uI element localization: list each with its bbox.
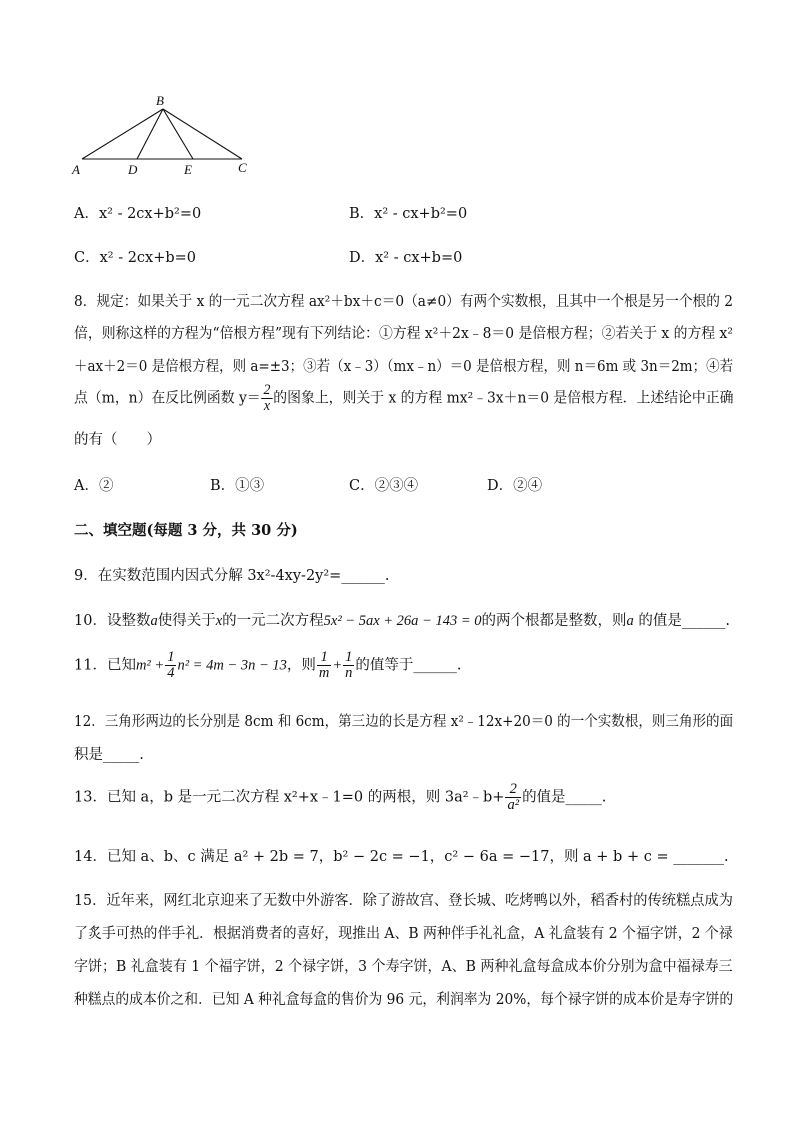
q12-line-2: 积是_____. xyxy=(74,747,144,763)
side-ab xyxy=(82,109,163,159)
q13-fraction: $\frac{2}{\text{a²}}$ xyxy=(507,781,520,814)
q9: 9．在实数范围内因式分解 3x²-4xy-2y²=______. xyxy=(74,568,390,584)
q7-option-b: B．x² - cx+b²=0 xyxy=(349,206,468,222)
q8-line-1: 8．规定：如果关于 x 的一元二次方程 ax²＋bx＋c＝0（a≠0）有两个实数根，且其中一个根是另一个根的 2 xyxy=(74,294,734,310)
q15-line-2: 了炙手可热的伴手礼．根据消费者的喜好，现推出 A、B 两种伴手礼礼盒，A 礼盒装有 2 个福字饼，2 个禄 xyxy=(74,926,733,942)
q15-line-1: 15．近年来，网红北京迎来了无数中外游客．除了游故宫、登长城、吃烤鸭以外，稻香村的传统糕点成为 xyxy=(74,893,733,909)
label-c: C xyxy=(238,160,247,175)
q8-line-5: 的有（ ） xyxy=(74,432,161,448)
q11-fraction-quarter: $\frac{1}{4}$ xyxy=(167,649,175,682)
segment-be xyxy=(163,109,193,159)
q8-line-2: 倍，则称这样的方程为“倍根方程”现有下列结论：①方程 x²＋2x﹣8＝0 是倍根方程；②若关于 x 的方程 x² xyxy=(74,326,733,342)
q15-line-4: 种糕点的成本价之和．已知 A 种礼盒每盒的售价为 96 元，利润率为 20%，每个禄字饼的成本价是寿字饼的 xyxy=(74,992,734,1008)
q8-line-3: ＋ax＋2＝0 是倍根方程，则 a=±3；③若（x﹣3）（mx﹣n）＝0 是倍根方程，则 n＝6m 或 3n＝2m；④若 xyxy=(74,359,734,375)
q8-fraction: $\frac{2}{x}$ xyxy=(263,382,271,415)
q12-line-1: 12．三角形两边的长分别是 8cm 和 6cm，第三边的长是方程 x²﹣12x+20＝0 的一个实数根，则三角形的面 xyxy=(74,714,734,730)
q8-option-c: C．②③④ xyxy=(349,478,419,494)
section-2-title: 二、填空题(每题 3 分，共 30 分) xyxy=(74,522,298,539)
label-e: E xyxy=(184,162,192,177)
q8-option-b: B．①③ xyxy=(210,478,265,494)
q8-line-4-pre: 点（m，n）在反比例函数 y＝ xyxy=(74,390,261,407)
q8-option-a: A．② xyxy=(74,478,114,494)
triangle-figure xyxy=(60,88,270,183)
label-b: B xyxy=(156,93,164,108)
q8-line-4-post: 的图象上，则关于 x 的方程 mx²﹣3x＋n＝0 是倍根方程．上述结论中正确 xyxy=(273,390,734,407)
q8-option-d: D．②④ xyxy=(487,478,543,494)
q14: 14．已知 a、b、c 满足 a² + 2b = 7，b² − 2c = −1，c² − 6a = −17，则 a + b + c = _______. xyxy=(74,849,729,865)
q7-option-c: C．x² - 2cx+b=0 xyxy=(74,250,197,266)
q10: 10．设整数a使得关于x的一元二次方程5x² − 5ax + 26a − 143 = 0的两个根都是整数，则a 的值是______. xyxy=(74,613,730,629)
q11: 11．已知m² + $\frac{1}{4}$ n² = 4m − 3n − 13，则 $\frac{1}{m}$ + $\frac{1}{n}$ 的值等于______. xyxy=(74,649,462,682)
side-bc xyxy=(163,109,242,159)
q11-fraction-1-over-n: $\frac{1}{n}$ xyxy=(345,649,353,682)
q7-option-d: D．x² - cx+b=0 xyxy=(349,250,463,266)
q7-option-a: A．x² - 2cx+b²=0 xyxy=(74,206,202,222)
q13: 13．已知 a，b 是一元二次方程 x²+x﹣1=0 的两根，则 3a²﹣b+ $\frac{2}{\text{a²}}$ 的值是_____. xyxy=(74,781,607,814)
label-d: D xyxy=(128,162,138,177)
q8-line-4 xyxy=(74,383,733,414)
q15-line-3: 字饼；B 礼盒装有 1 个福字饼，2 个禄字饼，3 个寿字饼，A、B 两种礼盒每盒成本价分别为盒中福禄寿三 xyxy=(74,959,733,975)
q10-equation: 5x² − 5ax + 26a − 143 = 0 xyxy=(323,613,482,629)
q11-fraction-1-over-m: $\frac{1}{m}$ xyxy=(318,649,330,682)
label-a: A xyxy=(72,162,80,177)
